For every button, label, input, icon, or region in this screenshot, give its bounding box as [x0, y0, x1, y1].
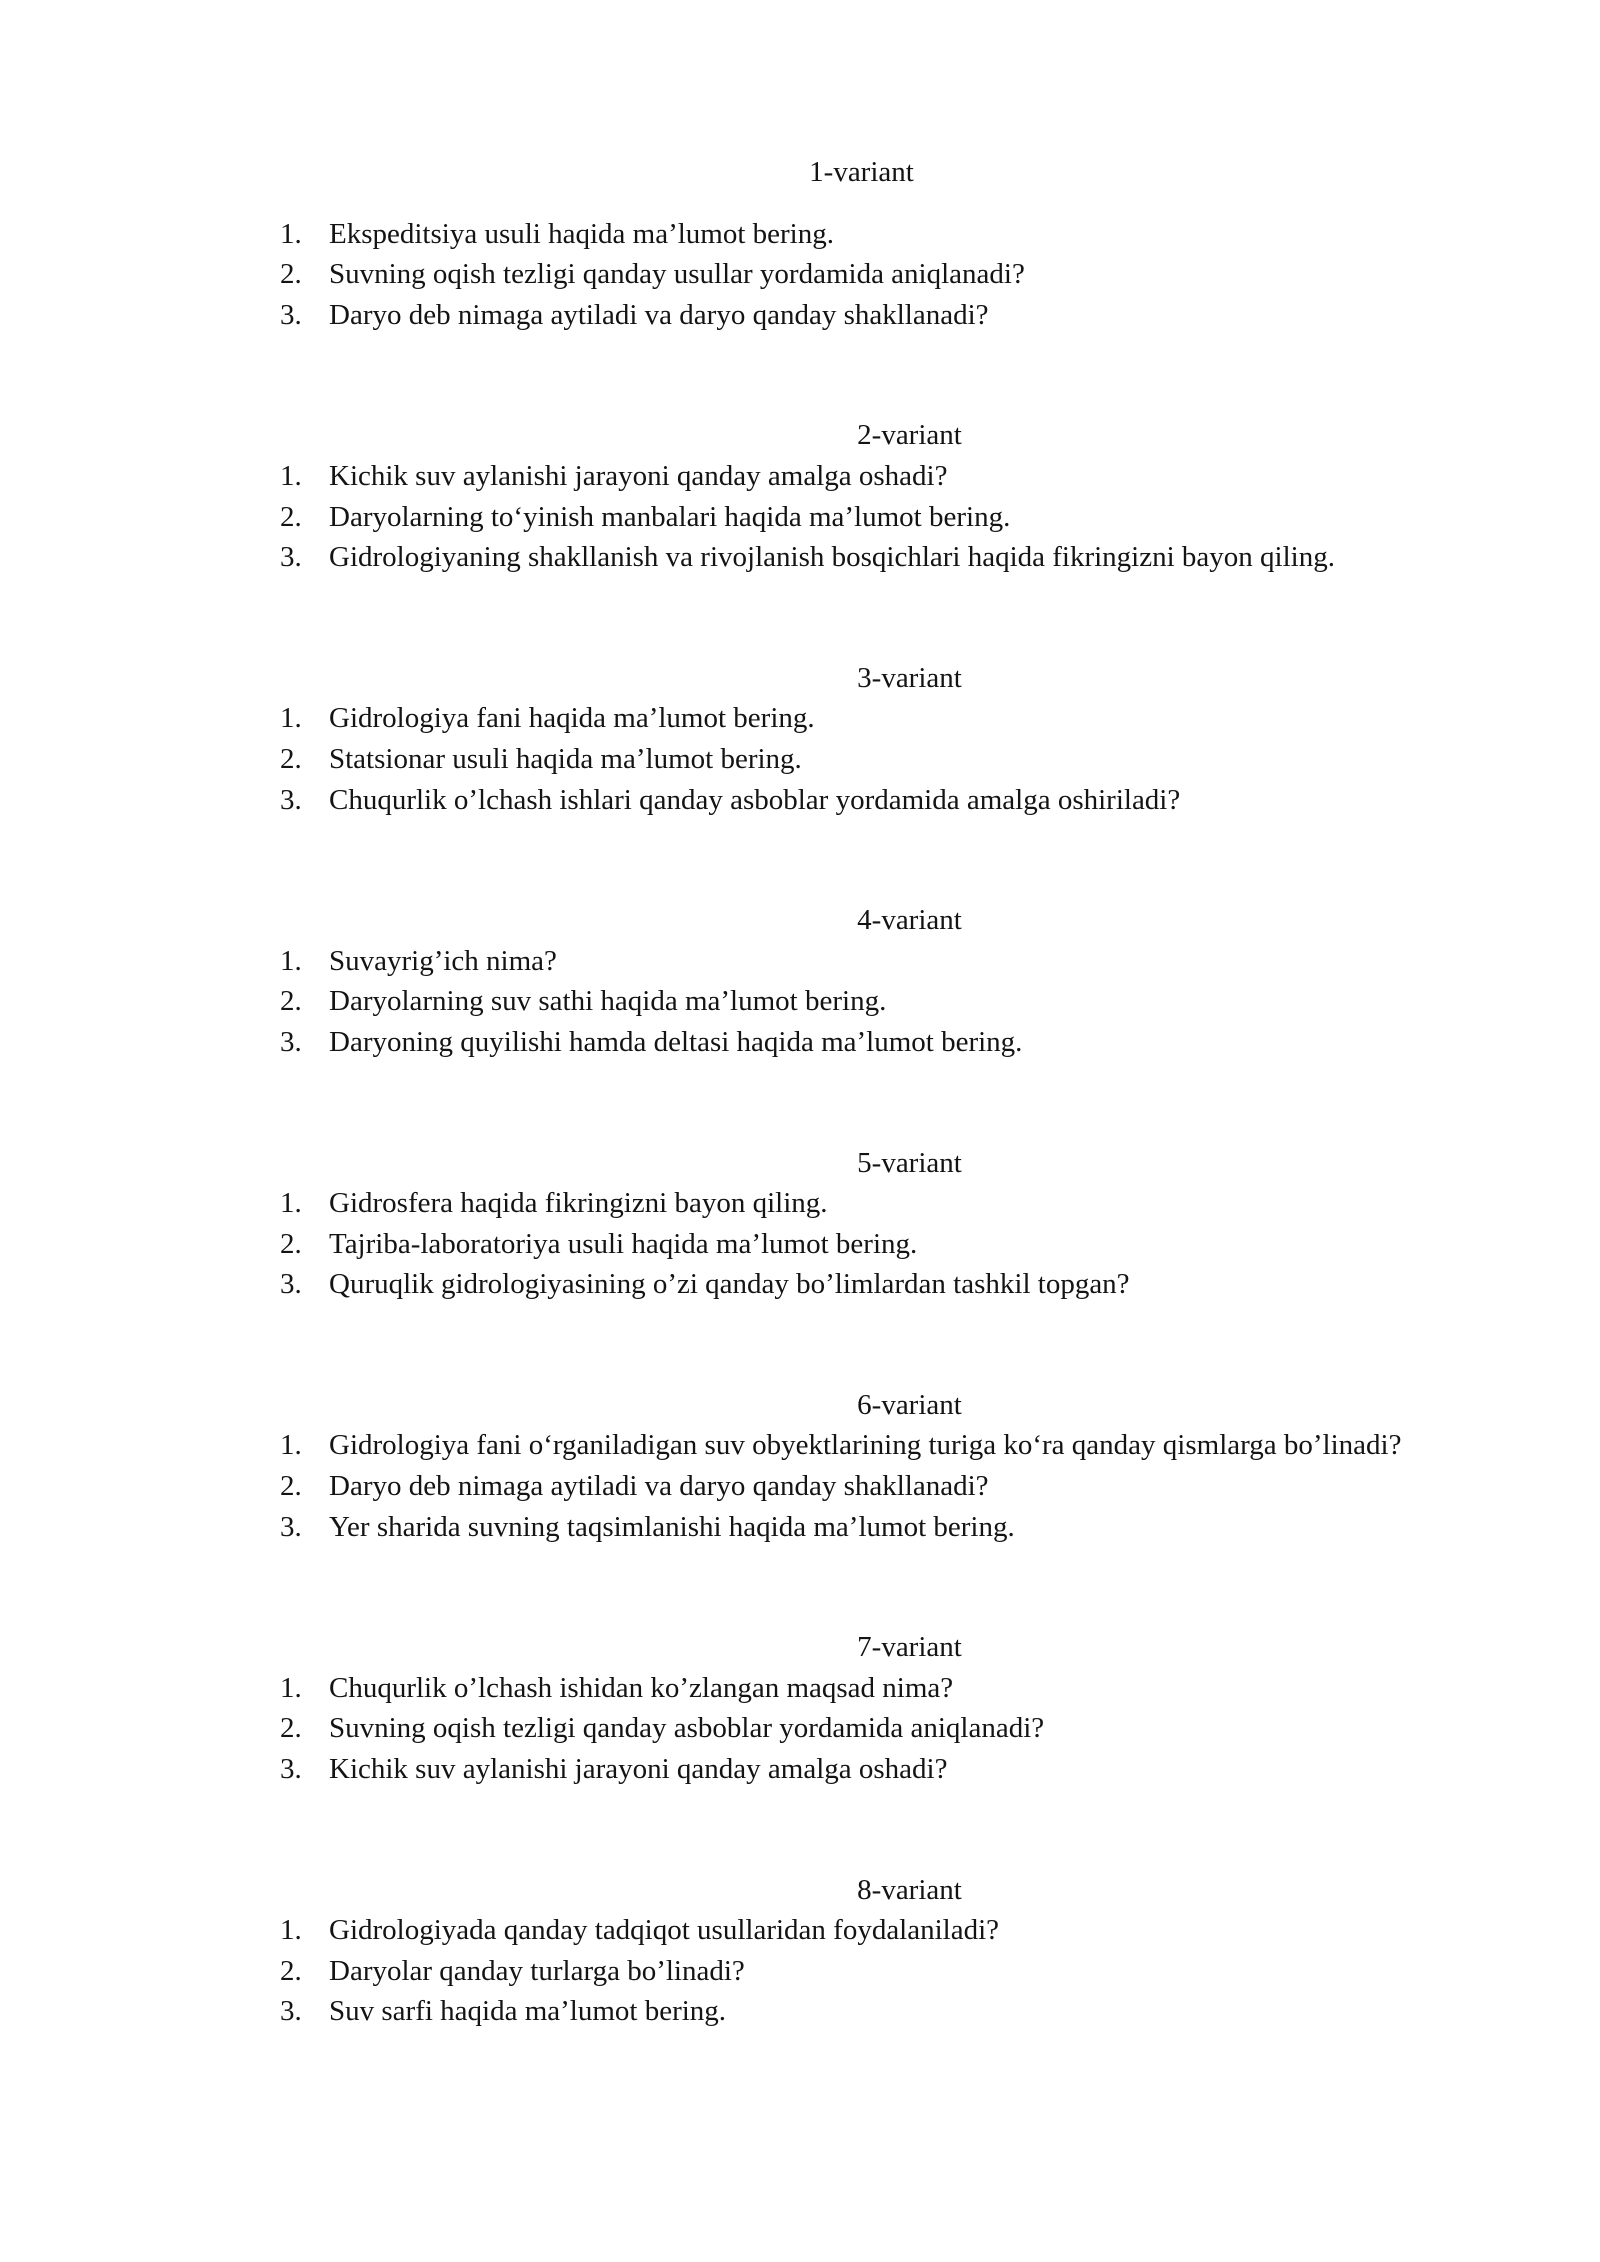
- question-number: 3.: [280, 1753, 302, 1786]
- question-number: 1.: [280, 217, 302, 250]
- question-item: [280, 941, 1490, 982]
- question-text: Suvning oqish tezligi qanday asboblar yordamida aniqlanadi?: [329, 1712, 1045, 1745]
- question-text: Gidrologiyada qanday tadqiqot usullaridan foydalaniladi?: [329, 1914, 1000, 1947]
- question-text: Tajriba-laboratoriya usuli haqida ma’lumot bering.: [329, 1227, 918, 1260]
- question-text: Statsionar usuli haqida ma’lumot bering.: [329, 742, 802, 775]
- question-item: [280, 1749, 1490, 1790]
- question-text: Chuqurlik o’lchash ishidan ko’zlangan maqsad nima?: [329, 1671, 954, 1704]
- question-text: Suv sarfi haqida ma’lumot bering.: [329, 1995, 727, 2028]
- question-text: Gidrologiyaning shakllanish va rivojlanish bosqichlari haqida fikringizni bayon qiling.: [329, 541, 1335, 574]
- question-item: [280, 1264, 1490, 1305]
- question-text: Daryolarning to‘yinish manbalari haqida ma’lumot bering.: [329, 500, 1011, 533]
- question-item: [280, 1708, 1490, 1749]
- question-text: Daryoning quyilishi hamda deltasi haqida ma’lumot bering.: [329, 1025, 1023, 1058]
- question-number: 1.: [280, 702, 302, 735]
- question-number: 1.: [280, 1671, 302, 1704]
- question-text: Gidrologiya fani o‘rganiladigan suv obyektlarining turiga ko‘ra qanday qismlarga bo’linadi?: [329, 1429, 1402, 1462]
- question-text: Daryolarning suv sathi haqida ma’lumot bering.: [329, 985, 887, 1018]
- variant-title: 8-variant: [857, 1873, 962, 1906]
- question-item: [280, 1022, 1490, 1063]
- question-item: [280, 1466, 1490, 1507]
- question-number: 3.: [280, 1025, 302, 1058]
- question-item: [280, 1951, 1490, 1992]
- variant-title: 7-variant: [857, 1631, 962, 1664]
- question-number: 1.: [280, 459, 302, 492]
- question-item: [280, 739, 1490, 780]
- question-item: [280, 254, 1490, 295]
- question-item: [280, 456, 1490, 497]
- question-item: [280, 1507, 1490, 1548]
- question-text: Kichik suv aylanishi jarayoni qanday amalga oshadi?: [329, 459, 948, 492]
- question-text: Ekspeditsiya usuli haqida ma’lumot bering.: [329, 217, 834, 250]
- question-item: [280, 295, 1490, 336]
- question-text: Kichik suv aylanishi jarayoni qanday amalga oshadi?: [329, 1753, 948, 1786]
- question-text: Gidrosfera haqida fikringizni bayon qiling.: [329, 1187, 828, 1220]
- question-number: 2.: [280, 1470, 302, 1503]
- variant-8: [280, 1870, 1490, 2032]
- question-item: [280, 214, 1490, 255]
- question-text: Suvning oqish tezligi qanday usullar yordamida aniqlanadi?: [329, 258, 1025, 291]
- question-number: 2.: [280, 742, 302, 775]
- variant-6: [280, 1385, 1490, 1547]
- question-item: [280, 1668, 1490, 1709]
- question-number: 1.: [280, 1187, 302, 1220]
- question-item: [280, 1425, 1490, 1466]
- variant-title: 6-variant: [857, 1388, 962, 1421]
- question-text: Daryo deb nimaga aytiladi va daryo qanday shakllanadi?: [329, 1470, 989, 1503]
- question-number: 3.: [280, 1268, 302, 1301]
- variant-4: [280, 900, 1490, 1062]
- question-text: Daryo deb nimaga aytiladi va daryo qanday shakllanadi?: [329, 298, 989, 331]
- variant-5: [280, 1143, 1490, 1305]
- question-number: 3.: [280, 1995, 302, 2028]
- question-item: [280, 1224, 1490, 1265]
- variant-title: 4-variant: [857, 904, 962, 937]
- question-text: Daryolar qanday turlarga bo’linadi?: [329, 1954, 745, 1987]
- question-number: 2.: [280, 1712, 302, 1745]
- question-text: Suvayrig’ich nima?: [329, 944, 557, 977]
- question-item: [280, 1991, 1490, 2032]
- question-number: 2.: [280, 985, 302, 1018]
- question-number: 2.: [280, 258, 302, 291]
- question-number: 1.: [280, 1429, 302, 1462]
- question-number: 2.: [280, 1954, 302, 1987]
- question-text: Quruqlik gidrologiyasining o’zi qanday bo’limlardan tashkil topgan?: [329, 1268, 1130, 1301]
- variant-title: 3-variant: [857, 661, 962, 694]
- question-number: 2.: [280, 500, 302, 533]
- question-number: 1.: [280, 944, 302, 977]
- question-number: 3.: [280, 1510, 302, 1543]
- question-number: 1.: [280, 1914, 302, 1947]
- variant-2: [280, 415, 1490, 577]
- question-text: Yer sharida suvning taqsimlanishi haqida ma’lumot bering.: [329, 1510, 1015, 1543]
- question-list: [280, 152, 1490, 2032]
- variant-1: [280, 152, 1490, 335]
- variant-title: 2-variant: [857, 419, 962, 452]
- question-item: [280, 780, 1490, 821]
- question-number: 3.: [280, 783, 302, 816]
- question-text: Gidrologiya fani haqida ma’lumot bering.: [329, 702, 815, 735]
- question-item: [280, 497, 1490, 538]
- question-text: Chuqurlik o’lchash ishlari qanday asboblar yordamida amalga oshiriladi?: [329, 783, 1181, 816]
- variant-title: 1-variant: [809, 156, 914, 188]
- question-item: [280, 1910, 1490, 1951]
- question-item: [280, 537, 1490, 578]
- question-number: 3.: [280, 298, 302, 331]
- question-item: [280, 698, 1490, 739]
- variant-7: [280, 1627, 1490, 1789]
- question-item: [280, 1183, 1490, 1224]
- question-number: 3.: [280, 541, 302, 574]
- question-number: 2.: [280, 1227, 302, 1260]
- question-item: [280, 981, 1490, 1022]
- variant-3: [280, 658, 1490, 820]
- variant-title: 5-variant: [857, 1146, 962, 1179]
